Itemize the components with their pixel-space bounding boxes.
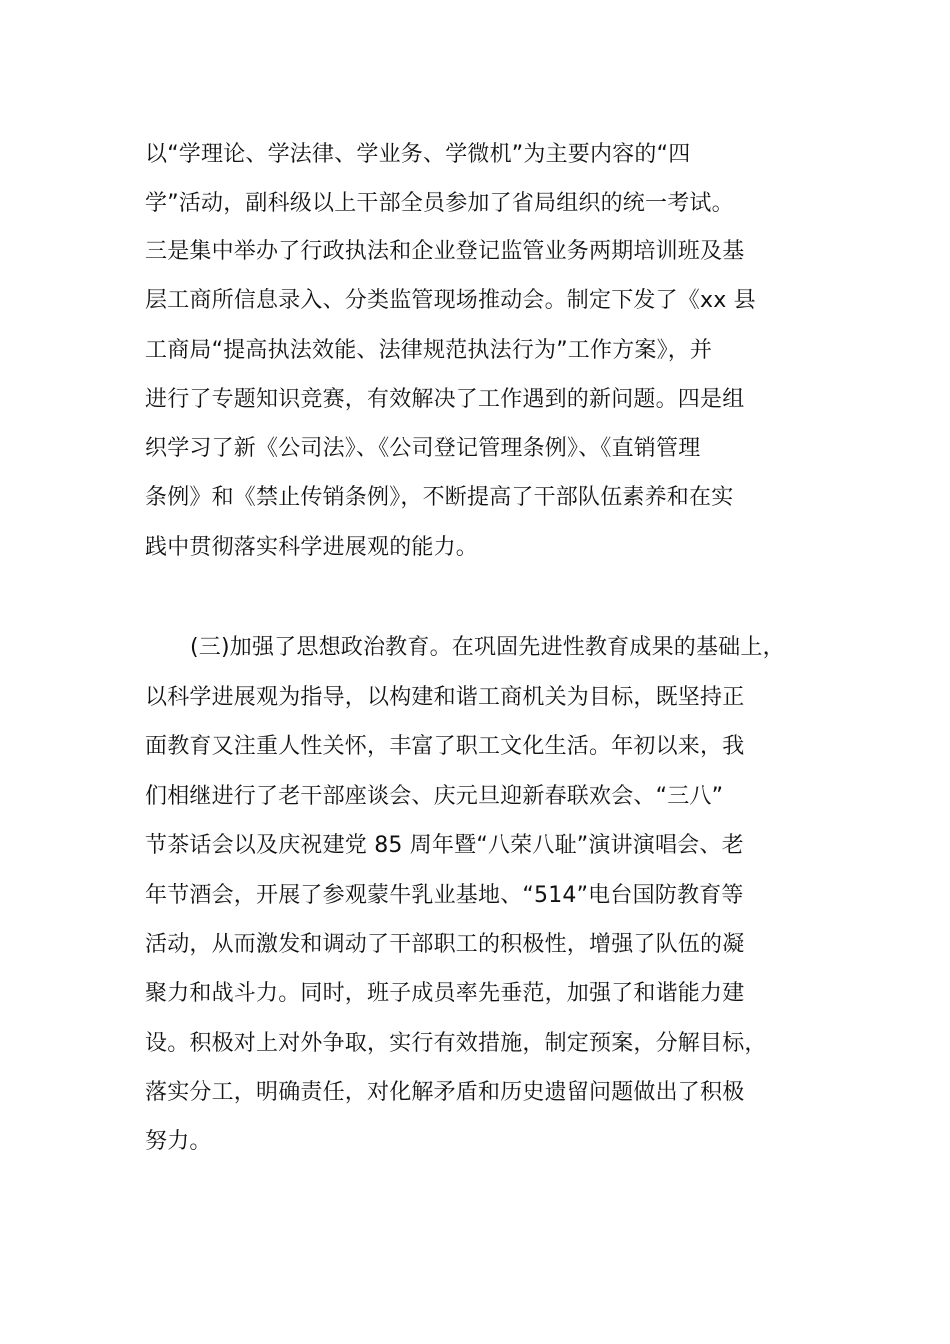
paragraph-2-line-9: 设。积极对上对外争取，实行有效措施，制定预案，分解目标， xyxy=(145,1031,767,1056)
paragraph-1-line-1: 以“学理论、学法律、学业务、学微机”为主要内容的“四 xyxy=(145,142,691,167)
paragraph-2-line-3: 面教育又注重人性关怀，丰富了职工文化生活。年初以来，我 xyxy=(145,734,745,759)
paragraph-1-line-4: 层工商所信息录入、分类监管现场推动会。制定下发了《xx 县 xyxy=(145,288,756,313)
paragraph-2-line-2: 以科学进展观为指导，以构建和谐工商机关为目标，既坚持正 xyxy=(145,685,745,710)
paragraph-1-line-3: 三是集中举办了行政执法和企业登记监管业务两期培训班及基 xyxy=(145,239,745,264)
paragraph-2-line-11: 努力。 xyxy=(145,1129,212,1154)
paragraph-1-line-7: 织学习了新《公司法》、《公司登记管理条例》、《直销管理 xyxy=(145,436,701,461)
paragraph-2-line-1: (三)加强了思想政治教育。在巩固先进性教育成果的基础上， xyxy=(190,635,785,660)
paragraph-2-line-6: 年节酒会，开展了参观蒙牛乳业基地、“514”电台国防教育等 xyxy=(145,883,744,908)
paragraph-1-line-9: 践中贯彻落实科学进展观的能力。 xyxy=(145,535,479,560)
paragraph-2-line-5: 节茶话会以及庆祝建党 85 周年暨“八荣八耻”演讲演唱会、老 xyxy=(145,833,744,858)
paragraph-2-line-8: 聚力和战斗力。同时，班子成员率先垂范，加强了和谐能力建 xyxy=(145,981,745,1006)
paragraph-1-line-6: 进行了专题知识竞赛，有效解决了工作遇到的新问题。四是组 xyxy=(145,387,745,412)
paragraph-2-line-7: 活动，从而激发和调动了干部职工的积极性，增强了队伍的凝 xyxy=(145,932,745,957)
paragraph-1-line-5: 工商局“提高执法效能、法律规范执法行为”工作方案》，并 xyxy=(145,338,713,363)
paragraph-1-line-8: 条例》和《禁止传销条例》，不断提高了干部队伍素养和在实 xyxy=(145,485,734,510)
paragraph-1-line-2: 学”活动，副科级以上干部全员参加了省局组织的统一考试。 xyxy=(145,191,734,216)
paragraph-2-line-4: 们相继进行了老干部座谈会、庆元旦迎新春联欢会、“三八” xyxy=(145,784,724,809)
paragraph-2-line-10: 落实分工，明确责任，对化解矛盾和历史遗留问题做出了积极 xyxy=(145,1080,745,1105)
